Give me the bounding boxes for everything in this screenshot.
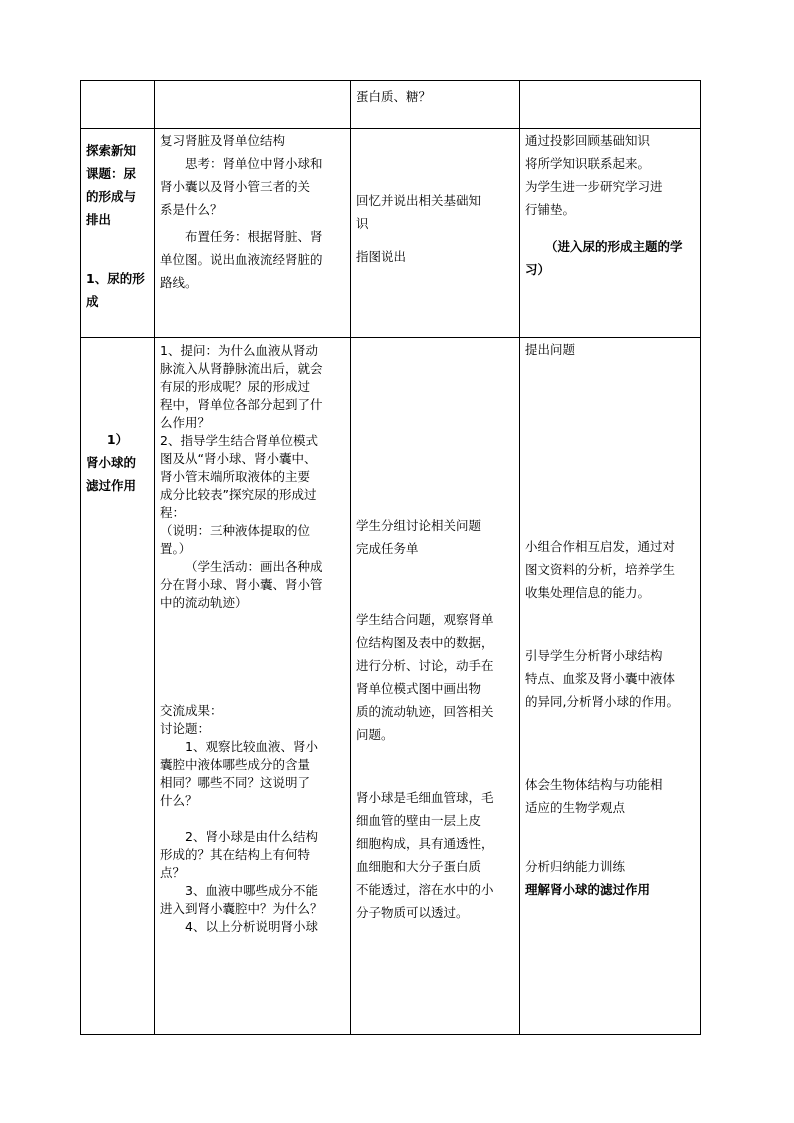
cell-student-activity: [351, 81, 520, 129]
cell-text: 为学生进一步研究学习进: [525, 179, 663, 194]
cell-text: 血细胞和大分子蛋白质: [356, 859, 482, 874]
cell-text: （说明：三种液体提取的位: [160, 523, 311, 538]
cell-text: 问题。: [356, 727, 394, 742]
cell-text: 布置任务：根据肾脏、肾: [185, 229, 323, 244]
cell-text: 1、观察比较血液、肾小: [185, 739, 318, 754]
cell-text: 有尿的形成呢？尿的形成过: [160, 379, 311, 394]
cell-section-title: [81, 129, 155, 338]
cell-text: 质的流动轨迹，回答相关: [356, 704, 494, 719]
section-title-line: 1）: [106, 432, 129, 447]
cell-text: 程：: [160, 505, 186, 520]
cell-text: 囊腔中液体哪些成分的含量: [160, 757, 311, 772]
cell-text: 图文资料的分析，培养学生: [525, 562, 676, 577]
cell-text: 提出问题: [525, 342, 576, 357]
cell-text: 完成任务单: [356, 541, 419, 556]
section-title-line: 的形成与: [86, 189, 137, 204]
cell-text: 体会生物体结构与功能相: [525, 777, 663, 792]
cell-text: 系是什么？: [160, 202, 223, 217]
cell-text: 点？: [160, 865, 186, 880]
table-row: [81, 338, 701, 1035]
section-title-line: 1、尿的形: [86, 271, 145, 286]
cell-text: 细血管的壁由一层上皮: [356, 813, 482, 828]
cell-text: 通过投影回顾基础知识: [525, 133, 651, 148]
section-title-line: 成: [86, 294, 99, 309]
cell-text: （学生活动：画出各种成: [185, 559, 323, 574]
cell-text: 成分比较表”探究尿的形成过: [160, 487, 317, 502]
lesson-plan-table: [80, 80, 701, 1035]
cell-text: 位结构图及表中的数据，: [356, 635, 494, 650]
cell-text: 学生结合问题，观察肾单: [356, 612, 494, 627]
cell-text: 程中，肾单位各部分起到了什: [160, 397, 323, 412]
cell-text: 路线。: [160, 275, 198, 290]
section-title-line: 肾小球的: [86, 455, 137, 470]
cell-text: 3、血液中哪些成分不能: [185, 883, 318, 898]
cell-text: 肾小球是毛细血管球，毛: [356, 790, 494, 805]
cell-text: 学生分组讨论相关问题: [356, 518, 482, 533]
cell-text: 图及从“肾小球、肾小囊中、: [160, 451, 317, 466]
cell-text: 复习肾脏及肾单位结构: [160, 133, 286, 148]
cell-text: 指图说出: [356, 249, 407, 264]
cell-text: 4、以上分析说明肾小球: [185, 919, 318, 934]
cell-text: 回忆并说出相关基础知: [356, 193, 482, 208]
cell-text: 进行分析、讨论，动手在: [356, 658, 494, 673]
cell-text: 细胞构成，具有通透性，: [356, 836, 494, 851]
cell-text: 置。）: [160, 541, 192, 556]
cell-teacher-activity: [155, 129, 351, 338]
cell-text: 理解肾小球的滤过作用: [525, 882, 651, 897]
cell-design-intent: [520, 338, 701, 1035]
cell-text: 什么？: [160, 793, 198, 808]
cell-text: 习）: [525, 262, 551, 277]
table-row: [81, 81, 701, 129]
cell-text: 适应的生物学观点: [525, 800, 626, 815]
cell-text: 蛋白质、糖？: [356, 89, 432, 104]
cell-text: 2、肾小球是由什么结构: [185, 829, 318, 844]
cell-text: 相同？哪些不同？这说明了: [160, 775, 311, 790]
cell-text: 肾单位模式图中画出物: [356, 681, 482, 696]
cell-text: 么作用？: [160, 415, 211, 430]
cell-text: 引导学生分析肾小球结构: [525, 648, 663, 663]
cell-text: 中的流动轨迹）: [160, 595, 248, 610]
cell-text: 分在肾小球、肾小囊、肾小管: [160, 577, 323, 592]
cell-text: 分子物质可以透过。: [356, 905, 469, 920]
section-title-line: 滤过作用: [86, 478, 137, 493]
cell-design-intent: [520, 129, 701, 338]
cell-text: 肾小囊以及肾小管三者的关: [160, 179, 311, 194]
cell-text: 收集处理信息的能力。: [525, 585, 651, 600]
cell-text: 形成的？其在结构上有何特: [160, 847, 311, 862]
cell-student-activity: [351, 338, 520, 1035]
cell-text: 单位图。说出血液流经肾脏的: [160, 252, 323, 267]
cell-text: 1、提问：为什么血液从肾动: [160, 343, 318, 358]
cell-text: 特点、血浆及肾小囊中液体: [525, 671, 676, 686]
cell-empty: [155, 81, 351, 129]
cell-text: 小组合作相互启发，通过对: [525, 539, 676, 554]
table-row: [81, 129, 701, 338]
cell-text: （进入尿的形成主题的学: [545, 239, 683, 254]
cell-text: 识: [356, 216, 369, 231]
cell-section-title: [81, 338, 155, 1035]
cell-text: 肾小管末端所取液体的主要: [160, 469, 311, 484]
cell-text: 2、指导学生结合肾单位模式: [160, 433, 318, 448]
cell-text: 的异同,分析肾小球的作用。: [525, 694, 679, 709]
cell-text: 脉流入从肾静脉流出后，就会: [160, 361, 323, 376]
cell-text: 交流成果：: [160, 703, 223, 718]
cell-text: 讨论题：: [160, 721, 211, 736]
cell-text: 行铺垫。: [525, 202, 576, 217]
cell-teacher-activity: [155, 338, 351, 1035]
section-title-line: 排出: [86, 212, 112, 227]
cell-student-activity: [351, 129, 520, 338]
section-title-line: 课题：尿: [86, 166, 137, 181]
cell-empty: [81, 81, 155, 129]
cell-text: 分析归纳能力训练: [525, 859, 626, 874]
cell-text: 不能透过，溶在水中的小: [356, 882, 494, 897]
cell-text: 进入到肾小囊腔中？为什么？: [160, 901, 323, 916]
cell-text: 将所学知识联系起来。: [525, 156, 651, 171]
section-title-line: 探索新知: [86, 143, 137, 158]
cell-text: 思考：肾单位中肾小球和: [185, 156, 323, 171]
cell-empty: [520, 81, 701, 129]
